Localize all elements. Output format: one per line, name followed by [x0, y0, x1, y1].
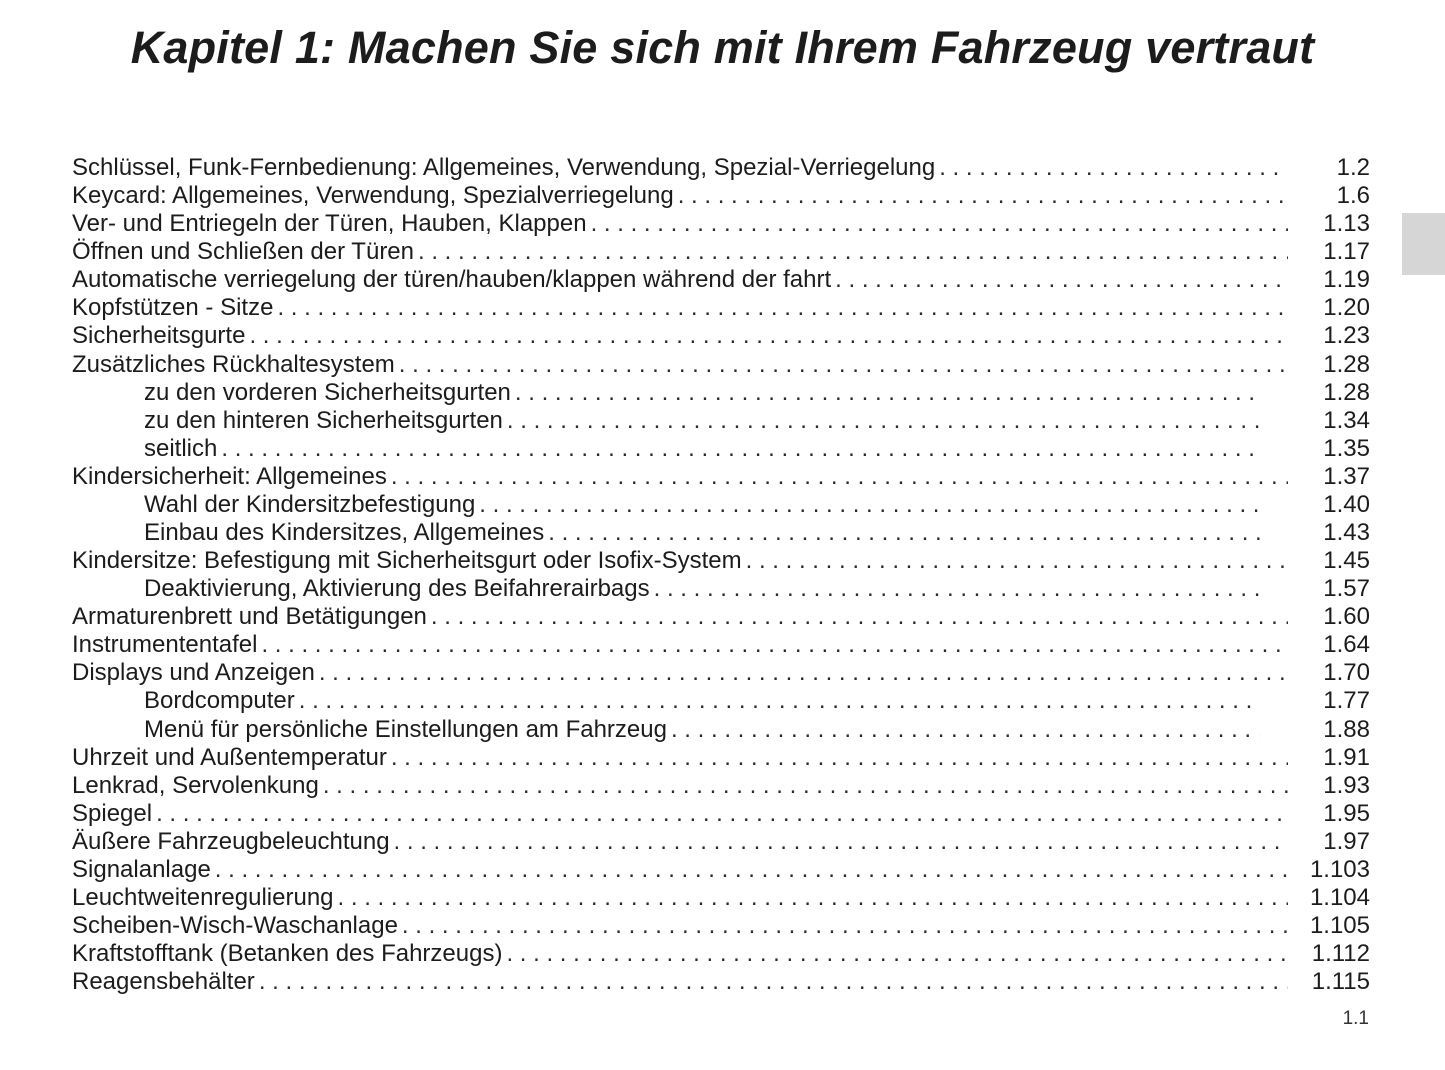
dot-leader [221, 435, 1260, 463]
toc-entry-page: 1.40 [1323, 490, 1370, 518]
dot-leader [338, 884, 1288, 912]
toc-entry-label: Wahl der Kindersitzbefestigung [144, 490, 476, 518]
chapter-side-tab [1402, 213, 1445, 275]
toc-entry-page: 1.2 [1336, 154, 1370, 181]
toc-entry-page: 1.28 [1323, 350, 1370, 378]
toc-entry[interactable] [72, 884, 1370, 912]
toc-entry[interactable] [72, 968, 1370, 996]
toc-entry-page: 1.57 [1323, 575, 1370, 603]
toc-entry[interactable] [72, 210, 1370, 238]
toc-entry-page: 1.88 [1323, 715, 1370, 743]
toc-entry[interactable] [72, 182, 1370, 210]
toc-entry-page: 1.23 [1323, 322, 1370, 350]
toc-entry[interactable] [72, 631, 1370, 659]
toc-entry-page: 1.35 [1323, 434, 1370, 462]
toc-entry-page: 1.77 [1323, 687, 1370, 715]
toc-entry-label: Spiegel [72, 799, 153, 827]
toc-entry-label: Reagensbehälter [72, 968, 255, 996]
toc-entry[interactable] [72, 463, 1370, 491]
toc-entry-label: Signalanlage [72, 855, 211, 883]
dot-leader [402, 912, 1288, 940]
toc-entry-page: 1.112 [1311, 940, 1370, 968]
toc-entry-label: Kraftstofftank (Betanken des Fahrzeugs) [72, 940, 503, 968]
toc-entry[interactable] [72, 351, 1370, 379]
toc-entry-page: 1.104 [1309, 884, 1370, 912]
dot-leader [319, 659, 1288, 687]
toc-subentry[interactable] [72, 435, 1370, 463]
toc-entry[interactable] [72, 744, 1370, 772]
toc-entry-label: Kindersicherheit: Allgemeines [72, 462, 387, 490]
toc-entry[interactable] [72, 294, 1370, 322]
toc-entry-label: Uhrzeit und Außentemperatur [72, 743, 387, 771]
toc-entry-label: Bordcomputer [144, 687, 295, 715]
toc-entry-label: Scheiben-Wisch-Waschanlage [72, 912, 398, 940]
toc-entry-page: 1.93 [1323, 771, 1370, 799]
dot-leader [399, 351, 1288, 379]
toc-entry-page: 1.19 [1323, 266, 1370, 294]
toc-entry[interactable] [72, 856, 1370, 884]
dot-leader [746, 547, 1288, 575]
toc-entry[interactable] [72, 912, 1370, 940]
dot-leader [515, 379, 1260, 407]
dot-leader [261, 631, 1288, 659]
toc-entry-label: zu den vorderen Sicherheitsgurten [144, 378, 511, 406]
toc-entry-page: 1.17 [1323, 238, 1370, 266]
toc-entry-label: Einbau des Kindersitzes, Allgemeines [144, 519, 545, 547]
toc-entry-page: 1.97 [1323, 827, 1370, 855]
toc-entry-page: 1.103 [1309, 855, 1370, 883]
toc-entry[interactable] [72, 659, 1370, 687]
toc-entry-page: 1.70 [1323, 659, 1370, 687]
toc-entry-page: 1.64 [1323, 631, 1370, 659]
dot-leader [391, 744, 1288, 772]
toc-subentry[interactable] [72, 575, 1370, 603]
toc-entry-label: Zusätzliches Rückhaltesystem [72, 350, 395, 378]
dot-leader [591, 210, 1288, 238]
toc-entry-label: Leuchtweitenregulierung [72, 884, 334, 912]
toc-entry-label: Öffnen und Schließen der Türen [72, 238, 414, 266]
toc-subentry[interactable] [72, 687, 1370, 715]
dot-leader [249, 322, 1288, 350]
toc-subentry[interactable] [72, 407, 1370, 435]
toc-entry-page: 1.13 [1323, 210, 1370, 238]
dot-leader [215, 856, 1288, 884]
toc-subentry[interactable] [72, 519, 1370, 547]
toc-subentry[interactable] [72, 491, 1370, 519]
toc-entry-label: Menü für persönliche Einstellungen am Fahrzeug [144, 715, 667, 743]
toc-entry-label: Ver- und Entriegeln der Türen, Hauben, Klappen [72, 210, 587, 238]
toc-entry-page: 1.115 [1311, 968, 1370, 996]
toc-entry-label: Instrumententafel [72, 631, 258, 659]
toc-entry-label: Armaturenbrett und Betätigungen [72, 603, 427, 631]
dot-leader [507, 407, 1260, 435]
dot-leader [506, 940, 1288, 968]
dot-leader [299, 687, 1260, 715]
toc-entry[interactable] [72, 800, 1370, 828]
dot-leader [835, 266, 1288, 294]
table-of-contents [72, 154, 1370, 996]
toc-entry-label: Displays und Anzeigen [72, 659, 315, 687]
dot-leader [391, 463, 1288, 491]
toc-entry-page: 1.60 [1323, 603, 1370, 631]
toc-entry-label: Keycard: Allgemeines, Verwendung, Spezialverriegelung [72, 182, 674, 210]
toc-entry-label: Automatische verriegelung der türen/hauben/klappen während der fahrt [72, 266, 832, 294]
dot-leader [671, 716, 1260, 744]
toc-entry[interactable] [72, 828, 1370, 856]
dot-leader [323, 772, 1288, 800]
dot-leader [479, 491, 1260, 519]
dot-leader [548, 519, 1260, 547]
toc-entry-label: Kindersitze: Befestigung mit Sicherheitsgurt oder Isofix-System [72, 547, 742, 575]
dot-leader [939, 154, 1288, 182]
toc-entry[interactable] [72, 940, 1370, 968]
toc-entry-label: Schlüssel, Funk-Fernbedienung: Allgemeines, Verwendung, Spezial-Verriegelung [72, 154, 936, 181]
toc-entry[interactable] [72, 772, 1370, 800]
toc-entry-label: seitlich [144, 434, 218, 462]
toc-entry-label: Deaktivierung, Aktivierung des Beifahrerairbags [144, 575, 650, 603]
dot-leader [431, 603, 1288, 631]
dot-leader [678, 182, 1288, 210]
toc-entry-page: 1.43 [1323, 519, 1370, 547]
dot-leader [418, 238, 1288, 266]
toc-entry-page: 1.91 [1323, 743, 1370, 771]
toc-entry-label: Sicherheitsgurte [72, 322, 246, 350]
toc-entry-label: zu den hinteren Sicherheitsgurten [144, 406, 503, 434]
toc-entry[interactable] [72, 603, 1370, 631]
toc-entry[interactable] [72, 322, 1370, 350]
dot-leader [156, 800, 1288, 828]
toc-entry-label: Kopfstützen - Sitze [72, 294, 274, 322]
toc-entry-page: 1.6 [1336, 182, 1370, 210]
dot-leader [277, 294, 1288, 322]
toc-entry-page: 1.37 [1323, 462, 1370, 490]
toc-entry[interactable] [72, 547, 1370, 575]
toc-entry-page: 1.95 [1323, 799, 1370, 827]
toc-entry-page: 1.34 [1323, 406, 1370, 434]
chapter-title: Kapitel 1: Machen Sie sich mit Ihrem Fahrzeug vertraut [130, 22, 1315, 73]
toc-entry-label: Äußere Fahrzeugbeleuchtung [72, 827, 390, 855]
toc-entry-page: 1.45 [1323, 547, 1370, 575]
dot-leader [654, 575, 1260, 603]
toc-subentry[interactable] [72, 716, 1370, 744]
toc-entry[interactable] [72, 266, 1370, 294]
toc-entry[interactable] [72, 238, 1370, 266]
dot-leader [394, 828, 1288, 856]
toc-subentry[interactable] [72, 379, 1370, 407]
toc-entry-label: Lenkrad, Servolenkung [72, 771, 319, 799]
toc-entry-page: 1.28 [1323, 378, 1370, 406]
page-number: 1.1 [1342, 1008, 1369, 1029]
toc-entry-page: 1.105 [1309, 912, 1370, 940]
dot-leader [259, 968, 1288, 996]
toc-entry-page: 1.20 [1323, 294, 1370, 322]
toc-entry[interactable] [72, 154, 1370, 182]
